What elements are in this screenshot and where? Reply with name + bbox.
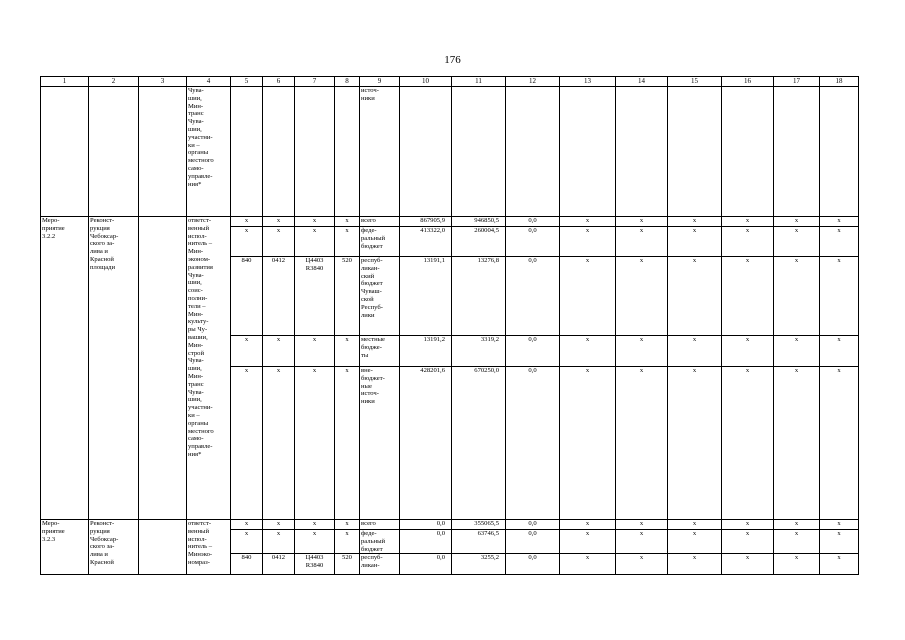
code-cell: х xyxy=(231,530,263,554)
value-cell: х xyxy=(774,367,820,520)
value-cell: х xyxy=(722,530,774,554)
value-cell: х xyxy=(668,530,722,554)
value-cell: х xyxy=(668,554,722,575)
value-cell: 0,0 xyxy=(400,520,452,530)
budget-table xyxy=(40,76,859,575)
value-cell: х xyxy=(820,520,859,530)
column-number: 3 xyxy=(139,77,187,87)
code-cell: х xyxy=(231,217,263,227)
value-cell: х xyxy=(722,367,774,520)
code-cell: х xyxy=(263,217,295,227)
value-cell: х xyxy=(668,367,722,520)
code-cell: х xyxy=(335,367,360,520)
column-number: 11 xyxy=(452,77,506,87)
code-cell: 520 xyxy=(335,257,360,336)
column-number: 16 xyxy=(722,77,774,87)
funding-source-cell: феде- ральный бюджет xyxy=(360,530,400,554)
code-cell: 840 xyxy=(231,554,263,575)
code-cell: х xyxy=(295,367,335,520)
value-cell: х xyxy=(560,336,616,367)
value-cell: х xyxy=(668,227,722,257)
empty-cell xyxy=(89,87,139,217)
value-cell: х xyxy=(616,554,668,575)
value-cell: х xyxy=(560,367,616,520)
value-cell: х xyxy=(774,217,820,227)
value-cell: х xyxy=(616,367,668,520)
funding-source-cell: вне- бюджет- ные источ- ники xyxy=(360,367,400,520)
code-cell: 0412 xyxy=(263,257,295,336)
column-numbers-row xyxy=(41,77,859,87)
funding-source-cell: респуб- ликан- xyxy=(360,554,400,575)
code-cell: х xyxy=(263,520,295,530)
activity-name-cell: Реконст- рукция Чебоксар- ского за- лива и Красной xyxy=(89,520,139,575)
code-cell: Ц4403 R3840 xyxy=(295,257,335,336)
value-cell: 867905,9 xyxy=(400,217,452,227)
funding-source-cell: местные бюдже- ты xyxy=(360,336,400,367)
value-cell: 670250,0 xyxy=(452,367,506,520)
value-cell: х xyxy=(774,520,820,530)
value-cell: х xyxy=(820,530,859,554)
activity-name-cell: Реконст- рукция Чебоксар- ского за- лива и Красной площади xyxy=(89,217,139,520)
value-cell: х xyxy=(774,336,820,367)
funding-source-cell: феде- ральный бюджет xyxy=(360,227,400,257)
empty-cell xyxy=(295,87,335,217)
column-number: 4 xyxy=(187,77,231,87)
column-number: 10 xyxy=(400,77,452,87)
code-cell: х xyxy=(231,227,263,257)
code-cell: х xyxy=(335,336,360,367)
empty-cell xyxy=(506,87,560,217)
value-cell: х xyxy=(668,520,722,530)
value-cell: х xyxy=(668,336,722,367)
table-row xyxy=(41,217,859,227)
empty-cell xyxy=(335,87,360,217)
empty-cell xyxy=(139,87,187,217)
empty-cell xyxy=(400,87,452,217)
table-row xyxy=(41,520,859,530)
value-cell: 3319,2 xyxy=(452,336,506,367)
code-cell: х xyxy=(335,530,360,554)
value-cell: 0,0 xyxy=(506,217,560,227)
code-cell: х xyxy=(295,530,335,554)
value-cell: х xyxy=(560,217,616,227)
empty-cell xyxy=(231,87,263,217)
code-cell: х xyxy=(335,520,360,530)
empty-cell xyxy=(139,217,187,520)
value-cell: х xyxy=(616,520,668,530)
executors-cell: Чува- шии, Мин- транс Чува- шии, участни- ки – органы местного само- управле- ния* xyxy=(187,87,231,217)
value-cell: х xyxy=(722,257,774,336)
value-cell: х xyxy=(668,217,722,227)
code-cell: х xyxy=(295,217,335,227)
code-cell: х xyxy=(335,227,360,257)
column-number: 5 xyxy=(231,77,263,87)
empty-cell xyxy=(616,87,668,217)
value-cell: х xyxy=(668,257,722,336)
funding-source-cell: всего xyxy=(360,520,400,530)
value-cell: х xyxy=(560,530,616,554)
value-cell: 13276,8 xyxy=(452,257,506,336)
value-cell: х xyxy=(774,257,820,336)
value-cell: х xyxy=(616,336,668,367)
empty-cell xyxy=(560,87,616,217)
value-cell: 3255,2 xyxy=(452,554,506,575)
column-number: 7 xyxy=(295,77,335,87)
column-number: 14 xyxy=(616,77,668,87)
empty-cell xyxy=(668,87,722,217)
value-cell: 946850,5 xyxy=(452,217,506,227)
executors-cell: ответст- венный испол- нитель – Мин- эконом- развития Чува- шии, соис- полни- тели – Мин- культу- ры Чу- вашии, Мин- строй Чува- шии, Мин- транс Чува- шии, участни- ки – органы местного само- управле- ния* xyxy=(187,217,231,520)
column-number: 1 xyxy=(41,77,89,87)
code-cell: х xyxy=(335,217,360,227)
value-cell: х xyxy=(722,336,774,367)
code-cell: х xyxy=(263,530,295,554)
activity-label-cell: Меро- приятие 3.2.2 xyxy=(41,217,89,520)
activity-label-cell: Меро- приятие 3.2.3 xyxy=(41,520,89,575)
value-cell: х xyxy=(616,227,668,257)
value-cell: 13191,1 xyxy=(400,257,452,336)
value-cell: 0,0 xyxy=(506,257,560,336)
code-cell: 520 xyxy=(335,554,360,575)
value-cell: 0,0 xyxy=(506,227,560,257)
empty-cell xyxy=(139,520,187,575)
executors-cell: ответст- венный испол- нитель – Минэко- номраз- xyxy=(187,520,231,575)
value-cell: х xyxy=(560,257,616,336)
value-cell: 0,0 xyxy=(506,367,560,520)
value-cell: х xyxy=(560,520,616,530)
value-cell: х xyxy=(722,554,774,575)
empty-cell xyxy=(820,87,859,217)
code-cell: х xyxy=(263,336,295,367)
value-cell: 0,0 xyxy=(506,554,560,575)
code-cell: 840 xyxy=(231,257,263,336)
value-cell: 0,0 xyxy=(400,530,452,554)
column-number: 17 xyxy=(774,77,820,87)
column-number: 13 xyxy=(560,77,616,87)
code-cell: х xyxy=(231,520,263,530)
code-cell: х xyxy=(263,367,295,520)
value-cell: х xyxy=(820,336,859,367)
value-cell: х xyxy=(820,227,859,257)
value-cell: 13191,2 xyxy=(400,336,452,367)
empty-cell xyxy=(41,87,89,217)
value-cell: х xyxy=(616,530,668,554)
funding-source-cell: респуб- ликан- ский бюджет Чуваш- ской Респуб- лики xyxy=(360,257,400,336)
value-cell: 0,0 xyxy=(506,530,560,554)
value-cell: 63746,5 xyxy=(452,530,506,554)
empty-cell xyxy=(722,87,774,217)
code-cell: 0412 xyxy=(263,554,295,575)
page-number: 176 xyxy=(444,54,461,66)
column-number: 2 xyxy=(89,77,139,87)
value-cell: х xyxy=(774,530,820,554)
column-number: 8 xyxy=(335,77,360,87)
column-number: 6 xyxy=(263,77,295,87)
funding-source-cell: всего xyxy=(360,217,400,227)
code-cell: х xyxy=(231,367,263,520)
value-cell: х xyxy=(774,554,820,575)
value-cell: 413322,0 xyxy=(400,227,452,257)
column-number: 12 xyxy=(506,77,560,87)
continuation-row xyxy=(41,87,859,217)
value-cell: х xyxy=(616,257,668,336)
code-cell: х xyxy=(231,336,263,367)
value-cell: х xyxy=(616,217,668,227)
value-cell: х xyxy=(722,227,774,257)
funding-source-cell: источ- ники xyxy=(360,87,400,217)
column-number: 18 xyxy=(820,77,859,87)
column-number: 9 xyxy=(360,77,400,87)
value-cell: 260004,5 xyxy=(452,227,506,257)
code-cell: х xyxy=(295,336,335,367)
value-cell: 428201,6 xyxy=(400,367,452,520)
value-cell: х xyxy=(560,227,616,257)
column-number: 15 xyxy=(668,77,722,87)
empty-cell xyxy=(452,87,506,217)
empty-cell xyxy=(263,87,295,217)
value-cell: х xyxy=(560,554,616,575)
value-cell: х xyxy=(774,227,820,257)
value-cell: 355065,5 xyxy=(452,520,506,530)
value-cell: х xyxy=(820,554,859,575)
value-cell: 0,0 xyxy=(400,554,452,575)
code-cell: Ц4403 R3840 xyxy=(295,554,335,575)
empty-cell xyxy=(774,87,820,217)
value-cell: х xyxy=(820,217,859,227)
value-cell: х xyxy=(820,257,859,336)
value-cell: 0,0 xyxy=(506,520,560,530)
value-cell: х xyxy=(820,367,859,520)
value-cell: 0,0 xyxy=(506,336,560,367)
code-cell: х xyxy=(295,227,335,257)
code-cell: х xyxy=(263,227,295,257)
value-cell: х xyxy=(722,217,774,227)
code-cell: х xyxy=(295,520,335,530)
value-cell: х xyxy=(722,520,774,530)
